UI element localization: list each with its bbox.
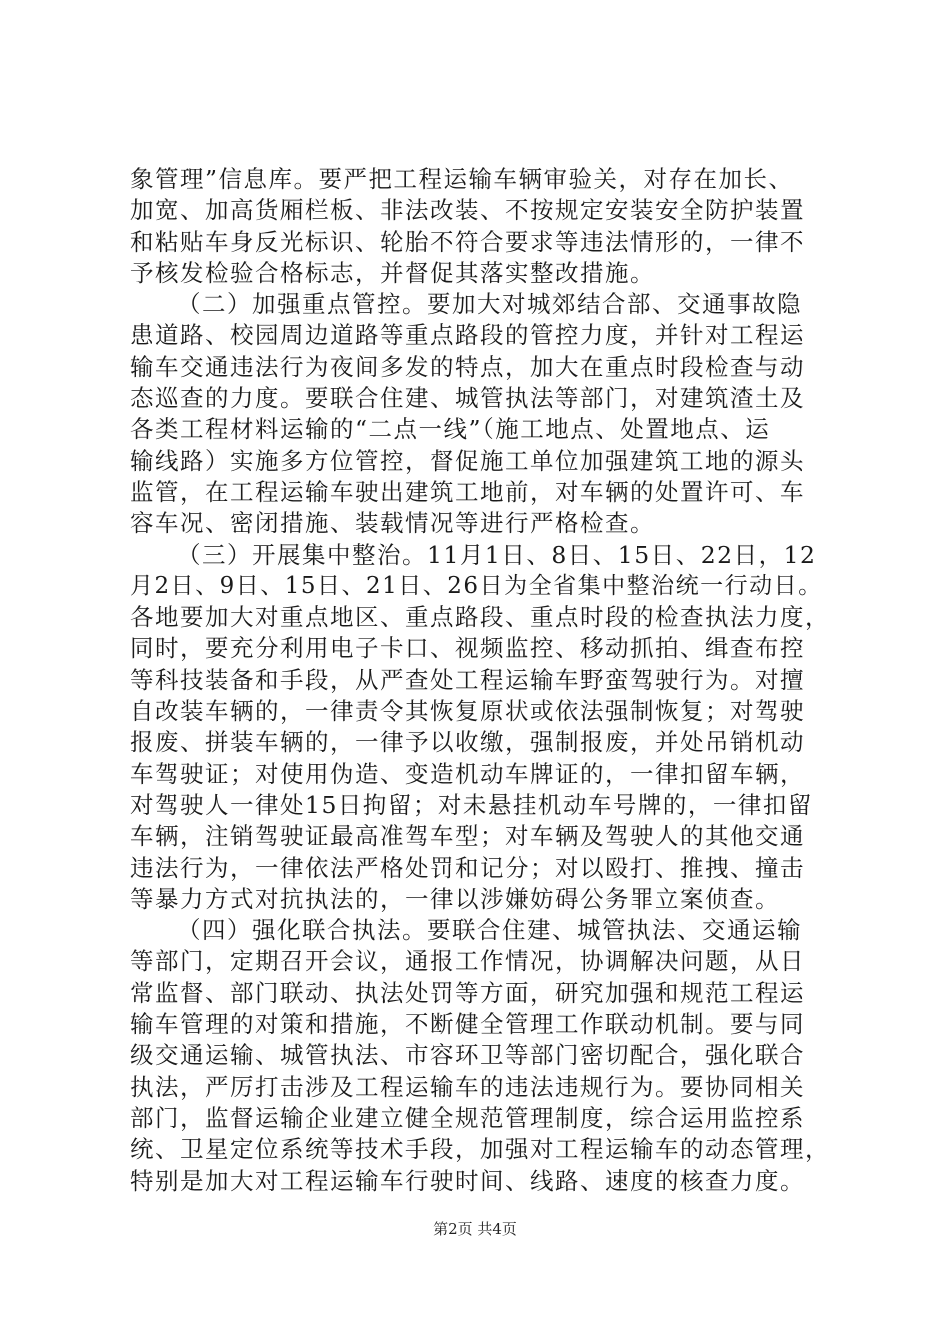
text-line: 对驾驶人一律处15日拘留；对未悬挂机动车号牌的，一律扣留 [130, 790, 813, 819]
text-line: 容车况、密闭措施、装载情况等进行严格检查。 [130, 509, 655, 538]
text-line: 级交通运输、城管执法、市容环卫等部门密切配合，强化联合 [130, 1041, 805, 1070]
paragraph-heading-line: （三）开展集中整治。11月1日、8日、15日、22日，12 [177, 540, 817, 569]
text-line: 违法行为，一律依法严格处罚和记分；对以殴打、推拽、撞击 [130, 853, 805, 882]
text-line: 等部门，定期召开会议，通报工作情况，协调解决问题，从日 [130, 947, 805, 976]
text-line: 输线路）实施多方位管控，督促施工单位加强建筑工地的源头 [130, 446, 805, 475]
text-line: 报废、拼装车辆的，一律予以收缴，强制报废，并处吊销机动 [130, 728, 805, 757]
text-line: 特别是加大对工程运输车行驶时间、线路、速度的核查力度。 [130, 1166, 805, 1195]
text-line: 各地要加大对重点地区、重点路段、重点时段的检查执法力度， [130, 603, 830, 632]
page-number-footer: 第2页 共4页 [433, 1220, 517, 1238]
paragraph-heading-line: （二）加强重点管控。要加大对城郊结合部、交通事故隐 [177, 290, 802, 319]
text-line: 等暴力方式对抗执法的，一律以涉嫌妨碍公务罪立案侦查。 [130, 884, 780, 913]
text-line: 象管理”信息库。要严把工程运输车辆审验关，对存在加长、 [130, 165, 794, 193]
text-line: 输车交通违法行为夜间多发的特点，加大在重点时段检查与动 [130, 352, 805, 381]
text-line: 各类工程材料运输的“二点一线”（施工地点、处置地点、运 [130, 415, 771, 444]
text-line: 监管，在工程运输车驶出建筑工地前，对车辆的处置许可、车 [130, 477, 805, 506]
text-line: 等科技装备和手段，从严查处工程运输车野蛮驾驶行为。对擅 [130, 665, 805, 694]
text-line: 统、卫星定位系统等技术手段，加强对工程运输车的动态管理， [130, 1135, 830, 1164]
text-line: 同时，要充分利用电子卡口、视频监控、移动抓拍、缉查布控 [130, 634, 805, 663]
text-line: 加宽、加高货厢栏板、非法改装、不按规定安装安全防护装置 [130, 196, 805, 225]
text-line: 常监督、部门联动、执法处罚等方面，研究加强和规范工程运 [130, 978, 805, 1007]
body-text [130, 164, 830, 1197]
text-line: 和粘贴车身反光标识、轮胎不符合要求等违法情形的，一律不 [130, 227, 805, 256]
text-line: 态巡查的力度。要联合住建、城管执法等部门，对建筑渣土及 [130, 384, 805, 413]
text-line: 车辆，注销驾驶证最高准驾车型；对车辆及驾驶人的其他交通 [130, 822, 805, 851]
text-line: 患道路、校园周边道路等重点路段的管控力度，并针对工程运 [130, 321, 805, 350]
text-line: 自改装车辆的，一律责令其恢复原状或依法强制恢复；对驾驶 [130, 697, 805, 726]
text-line: 输车管理的对策和措施，不断健全管理工作联动机制。要与同 [130, 1010, 805, 1039]
text-line: 车驾驶证；对使用伪造、变造机动车牌证的，一律扣留车辆， [130, 759, 805, 788]
text-line: 执法，严厉打击涉及工程运输车的违法违规行为。要协同相关 [130, 1072, 805, 1101]
text-line: 部门，监督运输企业建立健全规范管理制度，综合运用监控系 [130, 1103, 805, 1132]
paragraph-heading-line: （四）强化联合执法。要联合住建、城管执法、交通运输 [177, 916, 802, 945]
text-line: 予核发检验合格标志，并督促其落实整改措施。 [130, 258, 655, 287]
text-line: 月2日、9日、15日、21日、26日为全省集中整治统一行动日。 [130, 572, 823, 599]
